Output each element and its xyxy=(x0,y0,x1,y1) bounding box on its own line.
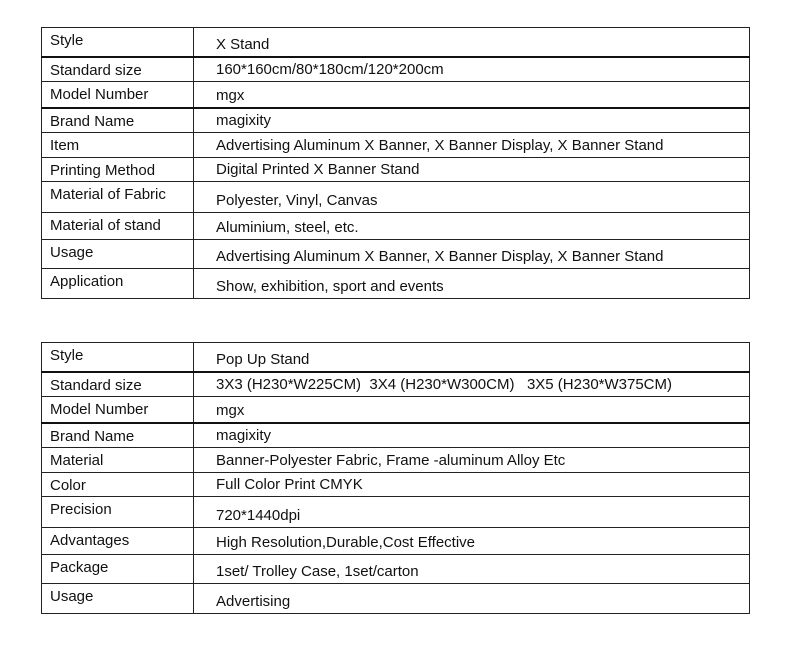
row-value: Advertising Aluminum X Banner, X Banner Display, X Banner Stand xyxy=(194,133,750,158)
row-value: Advertising Aluminum X Banner, X Banner Display, X Banner Stand xyxy=(194,240,750,269)
row-value: High Resolution,Durable,Cost Effective xyxy=(194,528,750,555)
row-value: 720*1440dpi xyxy=(194,497,750,528)
table-row xyxy=(42,448,750,473)
row-label: Model Number xyxy=(42,397,194,423)
table-row xyxy=(42,108,750,133)
table-row xyxy=(42,473,750,497)
table-row xyxy=(42,584,750,614)
row-label: Advantages xyxy=(42,528,194,555)
row-label: Style xyxy=(42,343,194,372)
row-value: mgx xyxy=(194,397,750,423)
table-row xyxy=(42,28,750,57)
row-value: mgx xyxy=(194,82,750,108)
row-value: Advertising xyxy=(194,584,750,614)
row-label: Precision xyxy=(42,497,194,528)
table-row xyxy=(42,423,750,448)
row-label: Item xyxy=(42,133,194,158)
row-label: Style xyxy=(42,28,194,57)
row-value: Aluminium, steel, etc. xyxy=(194,213,750,240)
table-row xyxy=(42,397,750,423)
row-value: Polyester, Vinyl, Canvas xyxy=(194,182,750,213)
row-value: magixity xyxy=(194,108,750,133)
table-row xyxy=(42,133,750,158)
row-value: Digital Printed X Banner Stand xyxy=(194,158,750,182)
table-row xyxy=(42,158,750,182)
table-row xyxy=(42,57,750,82)
table-row xyxy=(42,497,750,528)
row-value: magixity xyxy=(194,423,750,448)
row-label: Application xyxy=(42,269,194,299)
row-label: Standard size xyxy=(42,372,194,397)
row-value: X Stand xyxy=(194,28,750,57)
row-label: Brand Name xyxy=(42,423,194,448)
pop-up-stand-spec-table xyxy=(41,342,750,614)
row-label: Color xyxy=(42,473,194,497)
table-row xyxy=(42,182,750,213)
row-label: Printing Method xyxy=(42,158,194,182)
x-stand-spec-table xyxy=(41,27,750,299)
table-row xyxy=(42,82,750,108)
table-row xyxy=(42,269,750,299)
row-label: Model Number xyxy=(42,82,194,108)
row-label: Brand Name xyxy=(42,108,194,133)
table-row xyxy=(42,213,750,240)
row-value: Show, exhibition, sport and events xyxy=(194,269,750,299)
table-row xyxy=(42,240,750,269)
row-label: Package xyxy=(42,555,194,584)
row-label: Usage xyxy=(42,240,194,269)
table-row xyxy=(42,555,750,584)
row-value: 1set/ Trolley Case, 1set/carton xyxy=(194,555,750,584)
row-label: Material xyxy=(42,448,194,473)
row-value: Banner-Polyester Fabric, Frame -aluminum Alloy Etc xyxy=(194,448,750,473)
row-label: Standard size xyxy=(42,57,194,82)
row-label: Material of Fabric xyxy=(42,182,194,213)
row-value: 160*160cm/80*180cm/120*200cm xyxy=(194,57,750,82)
table-row xyxy=(42,343,750,372)
row-label: Usage xyxy=(42,584,194,614)
row-value: Full Color Print CMYK xyxy=(194,473,750,497)
table-row xyxy=(42,528,750,555)
row-value: 3X3 (H230*W225CM) 3X4 (H230*W300CM) 3X5 (H230*W375CM) xyxy=(194,372,750,397)
row-value: Pop Up Stand xyxy=(194,343,750,372)
row-label: Material of stand xyxy=(42,213,194,240)
table-row xyxy=(42,372,750,397)
